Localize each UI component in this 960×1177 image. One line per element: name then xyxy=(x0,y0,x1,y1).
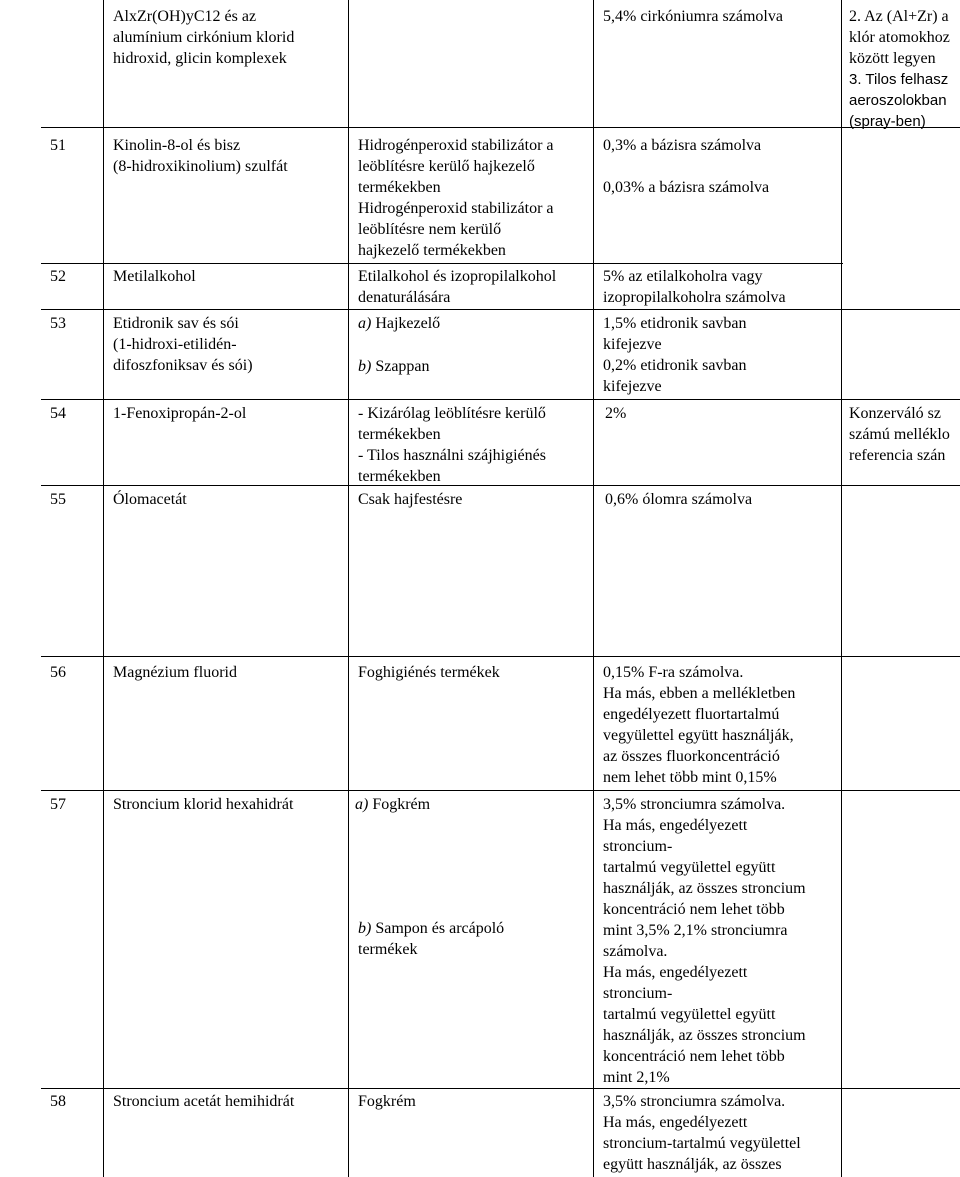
row-number: 57 xyxy=(50,796,66,813)
limit-cell: 5,4% cirkóniumra számolva xyxy=(603,8,783,25)
substance-cell: Stroncium acetát hemihidrát xyxy=(113,1093,295,1110)
substance-cell: Metilalkohol xyxy=(113,268,196,285)
column-border-left xyxy=(103,0,104,1177)
usage-label: termékek xyxy=(358,941,418,958)
notes-cell: Konzerváló sz számú melléklo referencia szán xyxy=(849,405,950,464)
column-border-usage xyxy=(593,0,594,1177)
row-number: 55 xyxy=(50,491,66,508)
limit-cell: 0,6% ólomra számolva xyxy=(605,491,753,508)
substance-cell: AlxZr(OH)yC12 és az alumínium cirkónium klorid hidroxid, glicin komplexek xyxy=(113,8,295,67)
limit-cell: 0,15% F-ra számolva. Ha más, ebben a mellékletben engedélyezett fluortartalmú vegyülettel együtt használják, az összes fluorkoncentráció nem lehet több mint 0,15% xyxy=(603,664,796,786)
limit-cell: 1,5% etidronik savban kifejezve 0,2% etidronik savban kifejezve xyxy=(603,315,747,395)
usage-cell: Hidrogénperoxid stabilizátor a leöblítésre kerülő hajkezelő termékekben Hidrogénperoxid stabilizátor a leöblítésre nem kerülő hajkezelő termékekben xyxy=(358,137,554,259)
usage-a-cell xyxy=(358,313,440,334)
column-border-substance xyxy=(348,0,349,1177)
usage-label: Fogkrém xyxy=(372,796,431,813)
notes-cell: 2. Az (Al+Zr) a klór atomokhoz között legyen 3. Tilos felhasz aeroszolokban (spray-ben) xyxy=(849,8,950,130)
usage-b-cell xyxy=(358,918,504,960)
column-border-limit xyxy=(841,0,842,1177)
usage-label: Hajkezelő xyxy=(375,315,441,332)
row-divider xyxy=(41,127,960,128)
usage-cell: - Kizárólag leöblítésre kerülő termékekben - Tilos használni szájhigiénés termékekben xyxy=(358,405,546,485)
limit-cell: 5% az etilalkoholra vagy izopropilalkoholra számolva xyxy=(603,268,786,306)
limit-cell: 3,5% stronciumra számolva. Ha más, engedélyezett stroncium- tartalmú vegyülettel együtt használják, az összes stroncium koncentráció nem lehet több mint 3,5% 2,1% stronciumra számolva. Ha más, engedélyezett stroncium- tartalmú vegyülettel együtt használják, az összes stroncium koncentráció nem lehet több mint 2,1% xyxy=(603,796,806,1086)
row-divider xyxy=(41,656,960,657)
row-divider xyxy=(41,790,960,791)
item-marker: a) xyxy=(355,796,369,813)
usage-a-cell xyxy=(355,794,430,815)
substance-cell: Ólomacetát xyxy=(113,491,187,508)
row-number: 56 xyxy=(50,664,66,681)
substance-cell: 1-Fenoxipropán-2-ol xyxy=(113,405,247,422)
usage-cell: Fogkrém xyxy=(358,1093,416,1110)
item-marker: a) xyxy=(358,315,372,332)
substance-cell: Magnézium fluorid xyxy=(113,664,237,681)
item-marker: b) xyxy=(358,358,372,375)
row-divider xyxy=(41,309,960,310)
row-divider xyxy=(41,263,843,264)
row-divider xyxy=(41,1088,960,1089)
usage-b-cell xyxy=(358,356,430,377)
limit-cell: 0,03% a bázisra számolva xyxy=(603,179,770,196)
row-divider xyxy=(41,399,960,400)
limit-cell: 2% xyxy=(605,405,627,422)
usage-label: Szappan xyxy=(375,358,430,375)
item-marker: b) xyxy=(358,920,372,937)
limit-cell: 3,5% stronciumra számolva. Ha más, engedélyezett stroncium-tartalmú vegyülettel együtt használják, az összes xyxy=(603,1093,801,1173)
limit-cell: 0,3% a bázisra számolva xyxy=(603,137,762,154)
substance-cell: Etidronik sav és sói (1-hidroxi-etilidén- difoszfoniksav és sói) xyxy=(113,315,253,374)
usage-cell: Foghigiénés termékek xyxy=(358,664,500,681)
usage-label: Sampon és arcápoló xyxy=(375,920,505,937)
row-number: 53 xyxy=(50,315,66,332)
substance-cell: Kinolin-8-ol és bisz (8-hidroxikinolium) szulfát xyxy=(113,137,288,175)
substance-cell: Stroncium klorid hexahidrát xyxy=(113,796,294,813)
usage-cell: Csak hajfestésre xyxy=(358,491,463,508)
row-number: 52 xyxy=(50,268,66,285)
row-number: 58 xyxy=(50,1093,66,1110)
row-number: 51 xyxy=(50,137,66,154)
usage-cell: Etilalkohol és izopropilalkohol denaturálására xyxy=(358,268,557,306)
row-number: 54 xyxy=(50,405,66,422)
